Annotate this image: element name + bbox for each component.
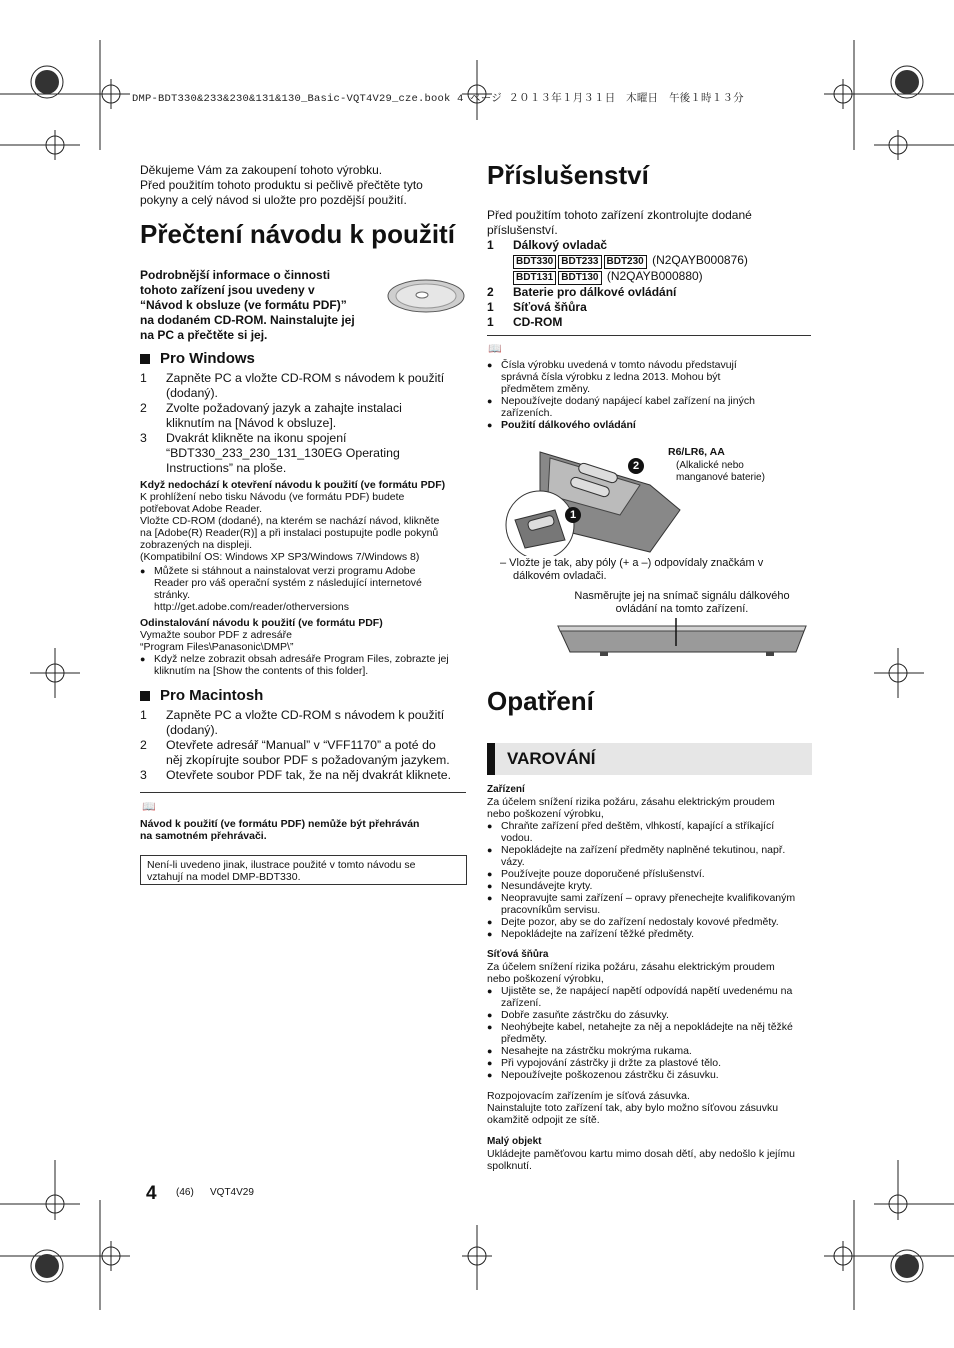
square-bullet-icon: [140, 354, 150, 364]
accessories-list: [487, 238, 817, 330]
model-badge: BDT233: [558, 255, 601, 269]
step-2-marker: 2: [628, 458, 644, 474]
list-item: ● Dejte pozor, aby se do zařízení nedostaly kovové předměty.: [487, 916, 779, 928]
model-badge: BDT130: [558, 271, 601, 285]
list-item: 1 Zapněte PC a vložte CD-ROM s návodem k použití (dodaný).: [140, 708, 445, 737]
list-item: ● Nepoužívejte poškozenou zástrčku či zásuvku.: [487, 1069, 719, 1081]
mac-steps: [140, 708, 470, 783]
battery-type: R6/LR6, AA: [668, 446, 725, 458]
list-item: ● Neopravujte sami zařízení – opravy přenechejte kvalifikovaným pracovníkům servisu.: [487, 892, 796, 916]
list-item: 2 Otevřete adresář “Manual” v “VFF1170” a poté do něj zkopírujte soubor PDF s požadovaným jazykem.: [140, 738, 450, 767]
device-section: Zařízení Za účelem snížení rizika požáru, zásahu elektrickým proudem nebo poškození výrobku, ● Chraňte zařízení před deštěm, vlhkostí, kapající a stříkající vodou. ● Nepokládejte na zařízení předměty naplněné tekutinou, např. vázy. ● Používejte pouze doporučené příslušenství. ● Nesundávejte kryty. ● Neopravujte sami zařízení – opravy přenechejte kvalifikovaným pracovníkům servisu. ● Dejte pozor, aby se do zařízení nedostaly kovové předměty. ● Nepokládejte na zařízení těžké předměty.: [487, 784, 817, 940]
book-icon: 📖: [488, 343, 502, 355]
list-item: ● Používejte pouze doporučené příslušenství.: [487, 868, 705, 880]
model-badge: BDT131: [513, 271, 556, 285]
remote-battery-illustration: [500, 440, 690, 556]
aim-note: Nasměrujte jej na snímač signálu dálkového ovládání na tomto zařízení.: [574, 590, 790, 615]
insert-note: – Vložte je tak, aby póly (+ a –) odpovídaly značkám v dálkovém ovladači.: [500, 557, 764, 582]
divider: [487, 335, 811, 336]
model-badge: BDT330: [513, 255, 556, 269]
intro-text: Děkujeme Vám za zakoupení tohoto výrobku. Před použitím tohoto produktu si pečlivě přečtěte tyto pokyny a celý návod si uložte pro pozdější použití.: [140, 163, 423, 207]
remote-models-row-1: BDT330 BDT233 BDT230 (N2QAYB000876): [487, 253, 817, 269]
cd-rom-icon: [386, 278, 466, 314]
list-item: ● Ujistěte se, že napájecí napětí odpovídá napětí uvedenému na zařízení.: [487, 985, 793, 1009]
model-badge: BDT230: [604, 255, 647, 269]
list-item: 3 Dvakrát klikněte na ikonu spojení “BDT330_233_230_131_130EG Operating Instructions” na ploše.: [140, 431, 400, 475]
battery-note: (Alkalické nebo manganové baterie): [676, 460, 765, 483]
list-item: ● Chraňte zařízení před deštěm, vlhkostí, kapající a stříkající vodou.: [487, 820, 775, 844]
accessories-intro: Před použitím tohoto zařízení zkontrolujte dodané příslušenství.: [487, 208, 752, 237]
windows-section-title: Pro Windows: [140, 350, 255, 367]
accessories-notes: [487, 359, 807, 431]
pdf-note: Návod k použití (ve formátu PDF) nemůže být přehráván na samotném přehrávači.: [140, 818, 420, 842]
windows-steps: [140, 371, 470, 476]
list-item: ● Nepoužívejte dodaný napájecí kabel zařízení na jiných zařízeních.: [487, 395, 755, 419]
remote-models-row-2: BDT131 BDT130 (N2QAYB000880): [487, 269, 817, 285]
page-title-accessories: Příslušenství: [487, 160, 649, 190]
list-item: ● Když nelze zobrazit obsah adresáře Program Files, zobrazte jej kliknutím na [Show the contents of this folder].: [140, 653, 449, 677]
list-item: 2 Baterie pro dálkové ovládání: [487, 285, 677, 299]
list-item: ● Neohýbejte kabel, netahejte za něj a nepokládejte na něj těžké předměty.: [487, 1021, 793, 1045]
pdf-open-help: Když nedochází k otevření návodu k použití (ve formátu PDF) K prohlížení nebo tisku Návodu (ve formátu PDF) budete potřebovat Adobe Reader. Vložte CD-ROM (dodané), na kterém se nachází návod, klikněte na [Adobe(R) Reader(R)] a při instalaci postupujte podle pokynů zobrazených na displeji. (Kompatibilní OS: Windows XP SP3/Windows 7/Windows 8) ● Můžete si stáhnout a nainstalovat verzi programu Adobe Reader pro váš operační systém z následující internetové stránky. http://get.adobe.com/reader/otherversions Odinstalování návodu k použití (ve formátu PDF) Vymažte soubor PDF z adresáře “Program Files\Panasonic\DMP\” ● Když nelze zobrazit obsah adresáře Program Files, zobrazte jej kliknutím na [Show the contents of this folder].: [140, 479, 470, 677]
adobe-link[interactable]: http://get.adobe.com/reader/otherversions: [154, 601, 349, 613]
small-object-section: Malý objekt Ukládejte paměťovou kartu mimo dosah dětí, aby nedošlo k jejímu spolknutí.: [487, 1136, 796, 1172]
mac-section-title: Pro Macintosh: [140, 687, 263, 704]
file-header: DMP-BDT330&233&230&131&130_Basic-VQT4V29_cze.book 4 ページ ２０１３年１月３１日 木曜日 午後１時１３分: [132, 93, 744, 105]
pdf-info: Podrobnější informace o činnosti tohoto zařízení jsou uvedeny v “Návod k obsluze (ve formátu PDF)” na dodaném CD-ROM. Nainstalujte jej na PC a přečtěte si jej.: [140, 268, 355, 342]
list-item: ● Čísla výrobku uvedená v tomto návodu představují správná čísla výrobku z ledna 2013. Mohou být předmětem změny.: [487, 359, 737, 395]
list-item: 3 Otevřete soubor PDF tak, že na něj dvakrát kliknete.: [140, 768, 452, 782]
list-item: 2 Zvolte požadovaný jazyk a zahajte instalaci kliknutím na [Návod k obsluze].: [140, 401, 402, 430]
list-item: ● Nepokládejte na zařízení těžké předměty.: [487, 928, 694, 940]
square-bullet-icon: [140, 691, 150, 701]
step-1-marker: 1: [565, 507, 581, 523]
list-item: ● Můžete si stáhnout a nainstalovat verzi programu Adobe Reader pro váš operační systém z následující internetové stránky. http://get.adobe.com/reader/otherversions: [140, 565, 422, 613]
divider: [140, 792, 466, 793]
list-item: 1 CD-ROM: [487, 315, 563, 329]
list-item: 1 Síťová šňůra: [487, 300, 587, 314]
page-number: 4: [146, 1183, 157, 1204]
cord-section: Síťová šňůra Za účelem snížení rizika požáru, zásahu elektrickým proudem nebo poškození výrobku, ● Ujistěte se, že napájecí napětí odpovídá napětí uvedenému na zařízení. ● Dobře zasuňte zástrčku do zásuvky. ● Neohýbejte kabel, netahejte za něj a nepokládejte na něj těžké předměty. ● Nesahejte na zástrčku mokrýma rukama. ● Při vypojování zástrčky ji držte za plastové tělo. ● Nepoužívejte poškozenou zástrčku či zásuvku. Rozpojovacím zařízením je síťová zásuvka. Nainstalujte toto zařízení tak, aby bylo možno síťovou zásuvku okamžitě odpojit ze sítě.: [487, 949, 817, 1126]
warning-banner: VAROVÁNÍ: [487, 743, 812, 775]
book-icon: 📖: [142, 801, 156, 813]
list-item: ● Nesahejte na zástrčku mokrýma rukama.: [487, 1045, 692, 1057]
list-item: 1 Zapněte PC a vložte CD-ROM s návodem k použití (dodaný).: [140, 371, 445, 400]
page-title-reading: Přečtení návodu k použití: [140, 219, 455, 249]
page-title-precautions: Opatření: [487, 686, 594, 716]
player-illustration: [556, 618, 810, 658]
list-item: ● Dobře zasuňte zástrčku do zásuvky.: [487, 1009, 669, 1021]
list-item: ● Nepokládejte na zařízení předměty naplněné tekutinou, např. vázy.: [487, 844, 786, 868]
list-item: ● Nesundávejte kryty.: [487, 880, 593, 892]
list-item: 1 Dálkový ovladač: [487, 238, 608, 252]
list-item: ● Při vypojování zástrčky ji držte za plastové tělo.: [487, 1057, 722, 1069]
list-item: ● Použití dálkového ovládání: [487, 419, 636, 431]
doc-code: VQT4V29: [210, 1187, 254, 1198]
page-sub: (46): [176, 1187, 194, 1198]
model-note-box: Není-li uvedeno jinak, ilustrace použité v tomto návodu se vztahují na model DMP-BDT330.: [140, 855, 467, 885]
